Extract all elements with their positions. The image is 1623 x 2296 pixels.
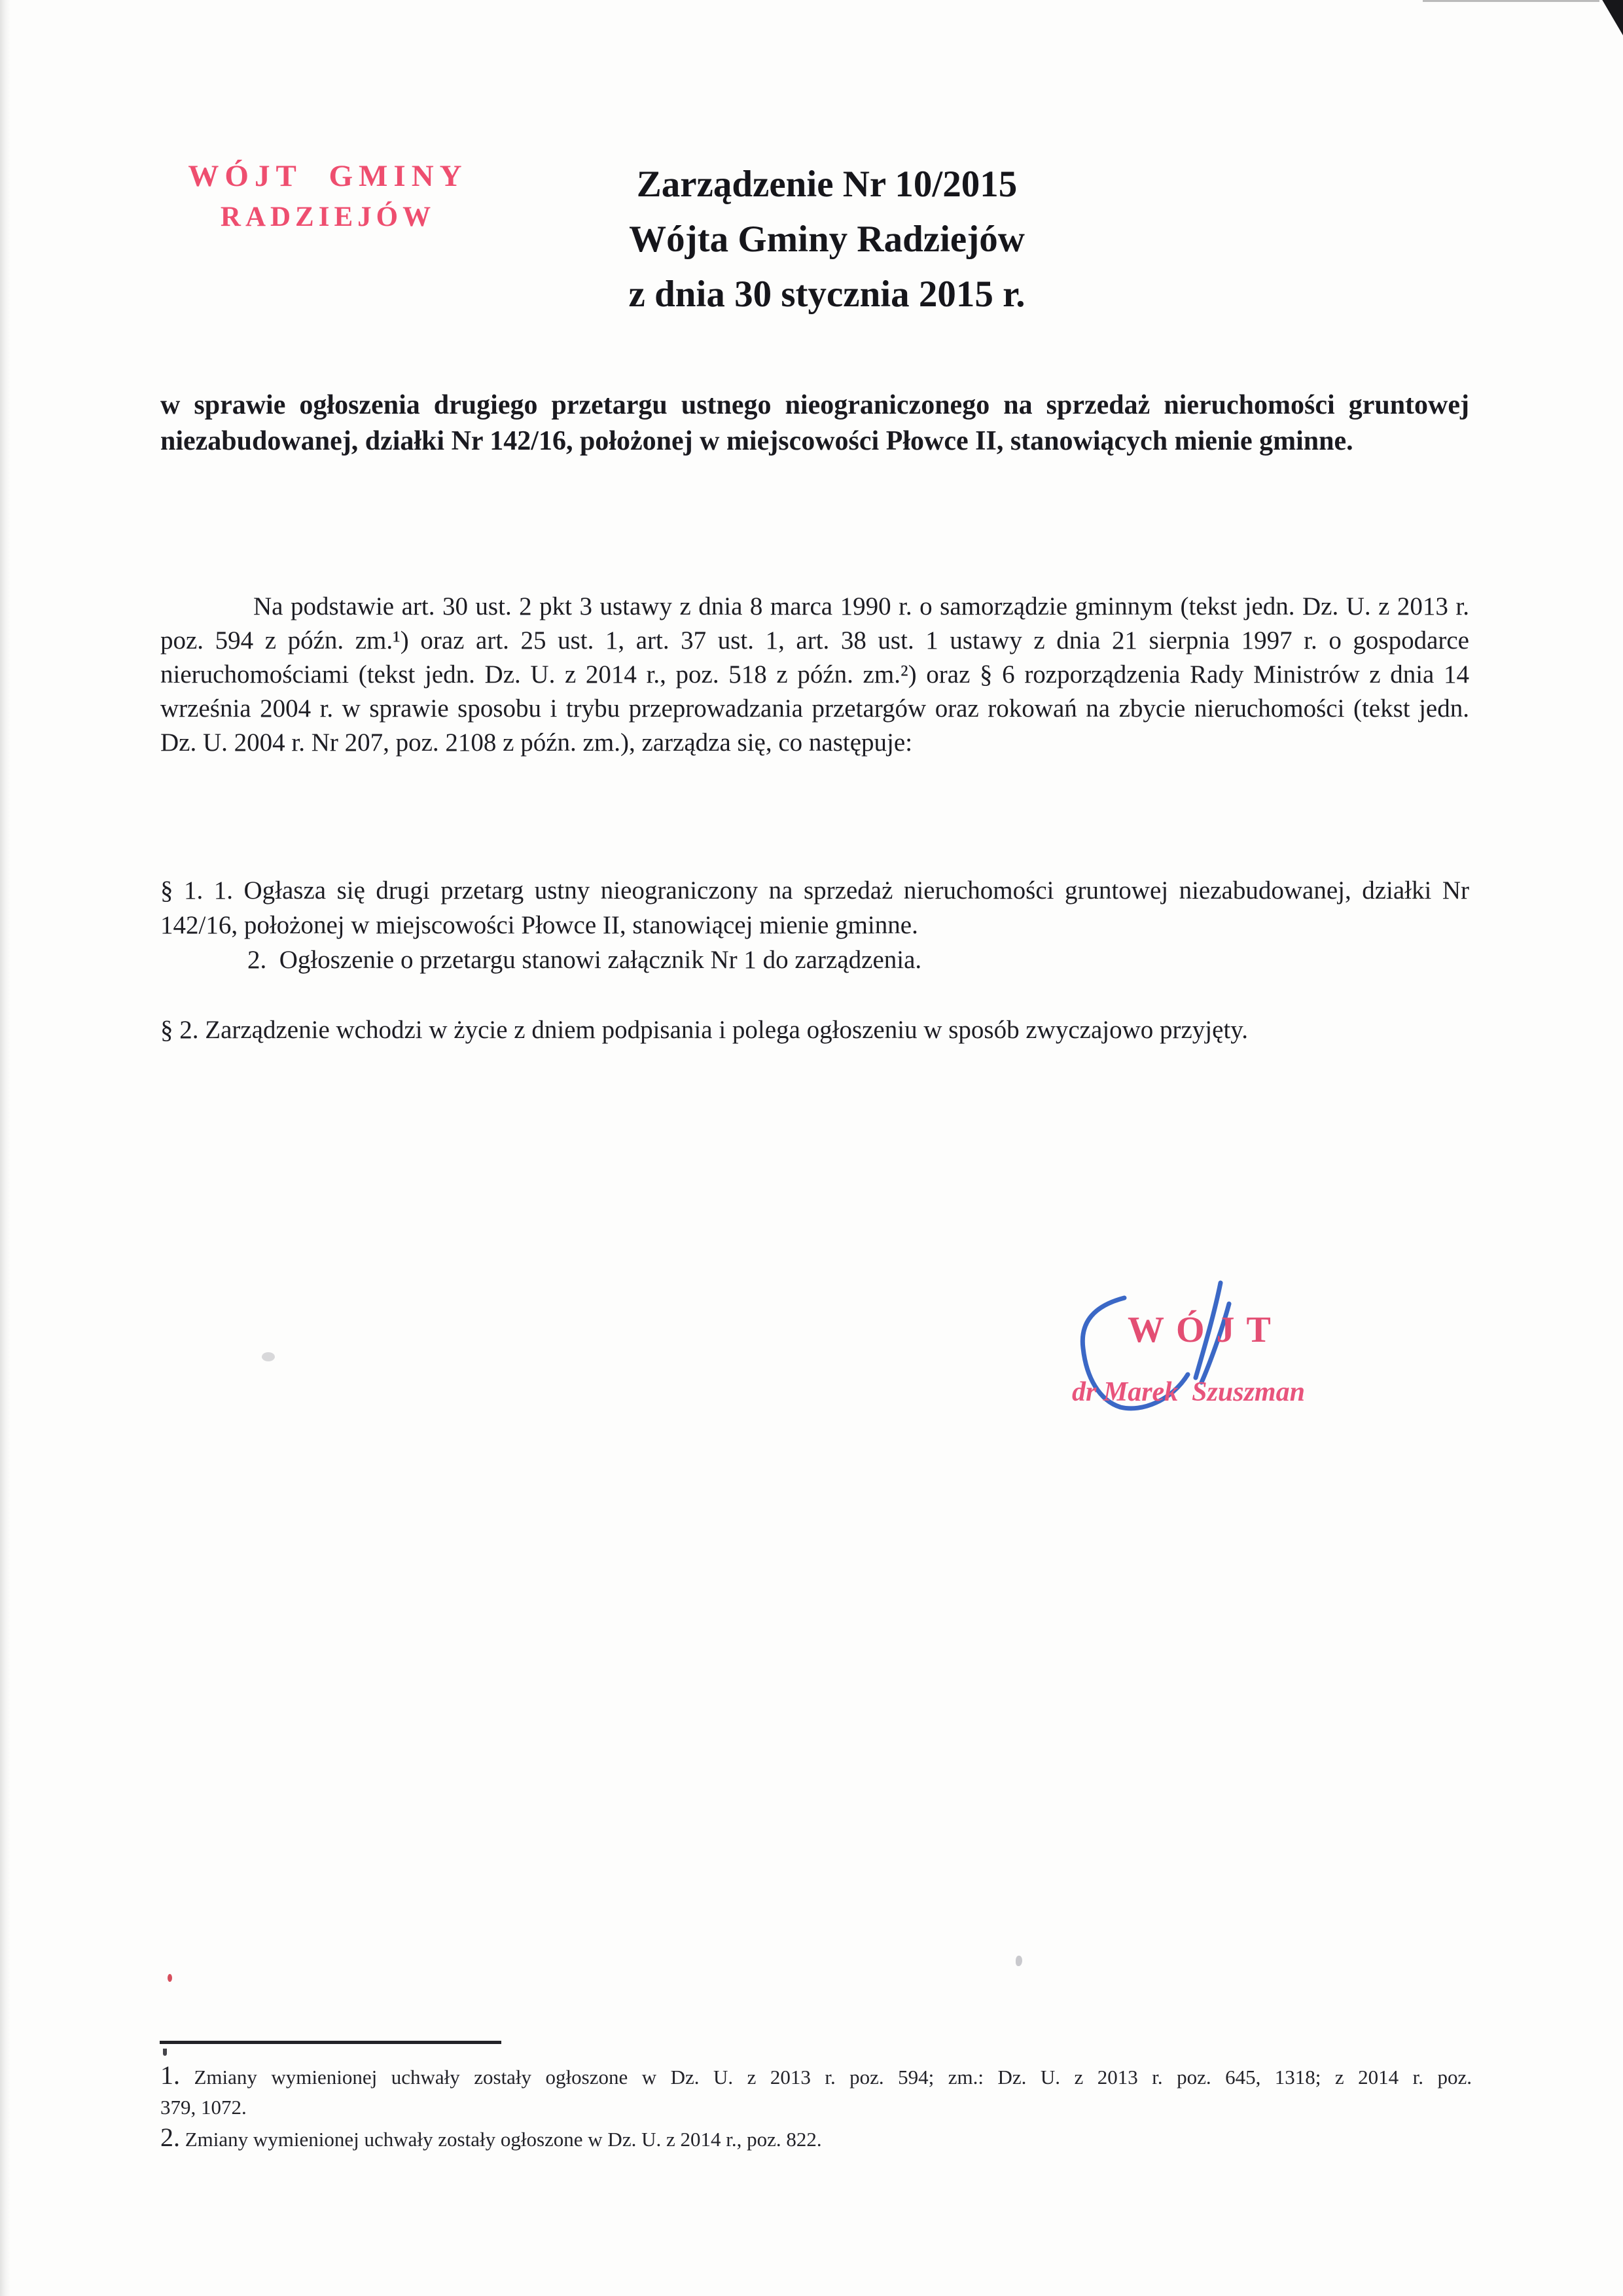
scan-top-edge-line bbox=[1423, 0, 1599, 2]
title-line-number: Zarządzenie Nr 10/2015 bbox=[636, 164, 1018, 205]
title-line-date: z dnia 30 stycznia 2015 r. bbox=[628, 274, 1026, 315]
issuer-stamp-line-2: RADZIEJÓW bbox=[220, 202, 436, 232]
section-2-paragraph: § 2. Zarządzenie wchodzi w życie z dniem podpisania i polega ogłoszeniu w sposób zwyczajowo przyjęty. bbox=[160, 1016, 1248, 1044]
signature-stamp-title: WÓJT bbox=[1128, 1310, 1283, 1350]
footnote-1-continuation: 379, 1072. bbox=[160, 2096, 247, 2119]
title-line-author: Wójta Gminy Radziejów bbox=[629, 219, 1025, 260]
issuer-stamp-line-1: WÓJT GMINY bbox=[188, 159, 468, 193]
footnote-1 bbox=[160, 2060, 1472, 2092]
footnote-1-text: Zmiany wymienionej uchwały zostały ogłoszone w Dz. U. z 2013 r. poz. 594; zm.: Dz. U. z 2013 r. poz. 645, 1318; z 2014 r. poz. bbox=[180, 2066, 1472, 2089]
document-title bbox=[567, 157, 1087, 322]
scan-corner-mark bbox=[1599, 0, 1623, 35]
signature-stamp-name: dr Marek Szuszman bbox=[1072, 1377, 1305, 1407]
footnote-separator bbox=[160, 2041, 501, 2044]
paper-speck bbox=[262, 1352, 275, 1361]
paper-speck bbox=[168, 1974, 172, 1982]
footnote-2-number: 2. bbox=[160, 2123, 180, 2152]
section-1-item-2: 2. Ogłoszenie o przetargu stanowi załącznik Nr 1 do zarządzenia. bbox=[247, 946, 922, 974]
subject-paragraph: w sprawie ogłoszenia drugiego przetargu ustnego nieograniczonego na sprzedaż nieruchomości gruntowej niezabudowanej, działki Nr 142/16, położonej w miejscowości Płowce II, stanowiących mienie gminne. bbox=[160, 390, 1469, 456]
footnote-2-text: Zmiany wymienionej uchwały zostały ogłoszone w Dz. U. z 2014 r., poz. 822. bbox=[180, 2128, 822, 2151]
issuer-stamp bbox=[185, 161, 471, 231]
section-1-item-1: § 1. 1. Ogłasza się drugi przetarg ustny nieograniczony na sprzedaż nieruchomości gruntowej niezabudowanej, działki Nr 142/16, położonej w miejscowości Płowce II, stanowiącej mienie gminne. bbox=[160, 876, 1469, 939]
paper-speck bbox=[1016, 1956, 1022, 1966]
footnote-separator-tick bbox=[163, 2049, 167, 2056]
footnote-2 bbox=[160, 2123, 1472, 2155]
section-1 bbox=[160, 873, 1469, 977]
scan-edge-shadow bbox=[0, 0, 10, 2296]
footnote-1-number: 1. bbox=[160, 2060, 180, 2090]
footnotes bbox=[160, 2060, 1472, 2155]
legal-basis-paragraph: Na podstawie art. 30 ust. 2 pkt 3 ustawy z dnia 8 marca 1990 r. o samorządzie gminnym (tekst jedn. Dz. U. z 2013 r. poz. 594 z późn. zm.¹) oraz art. 25 ust. 1, art. 37 ust. 1, art. 38 ust. 1 ustawy z dnia 21 sierpnia 1997 r. o gospodarce nieruchomościami (tekst jedn. Dz. U. z 2014 r., poz. 518 z późn. zm.²) oraz § 6 rozporządzenia Rady Ministrów z dnia 14 września 2004 r. w sprawie sposobu i trybu przeprowadzania przetargów oraz rokowań na zbycie nieruchomości (tekst jedn. Dz. U. 2004 r. Nr 207, poz. 2108 z późn. zm.), zarządza się, co następuje: bbox=[160, 592, 1469, 757]
